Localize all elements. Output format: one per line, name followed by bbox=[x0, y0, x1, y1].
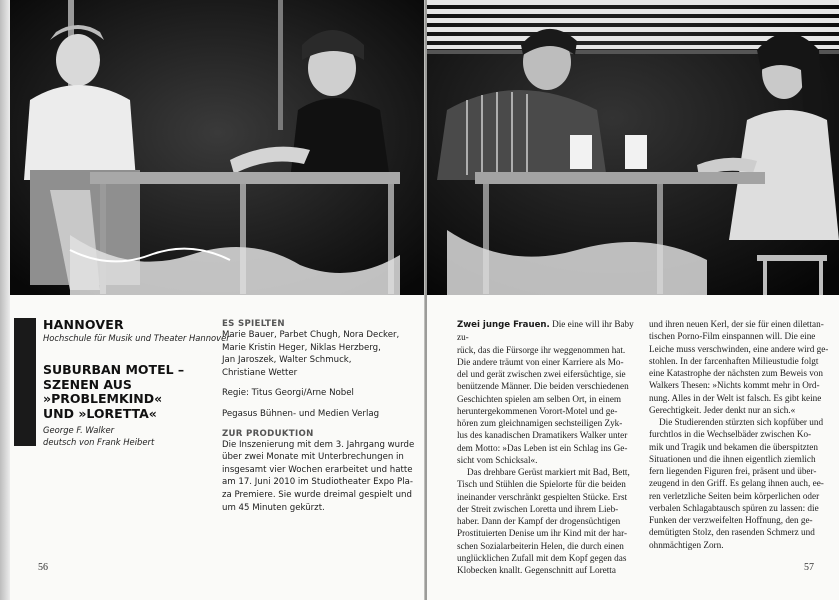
author-credits bbox=[43, 424, 154, 448]
article-line: Leiche muss verschwinden, eine andere wird ge- bbox=[649, 343, 829, 354]
city-heading: HANNOVER bbox=[43, 317, 124, 332]
article-line: tischen Porno-Film einspannen will. Die eine bbox=[649, 331, 816, 342]
article-line: benützende Männer. Die beiden verschiedenen bbox=[457, 381, 629, 392]
production-line: über zwei Monate mit Unterbrechungen in bbox=[222, 452, 404, 463]
translator-credit: deutsch von Frank Heibert bbox=[43, 437, 155, 447]
cast-line: Christiane Wetter bbox=[222, 367, 298, 378]
production-line: am 17. Juni 2010 im Studiotheater Expo Pla- bbox=[222, 477, 413, 488]
production-line: Die Inszenierung mit dem 3. Jahrgang wurde bbox=[222, 439, 415, 450]
production-line: insgesamt vier Wochen erarbeitet und hatte bbox=[222, 464, 413, 475]
article-lead: Zwei junge Frauen. bbox=[457, 320, 550, 330]
production-line: um 45 Minuten gekürzt. bbox=[222, 502, 325, 513]
article-line: mik und Tragik und bekamen die überspitzten bbox=[649, 441, 818, 452]
article-line: heruntergekommenen Vorort-Motel und ge- bbox=[457, 405, 618, 416]
play-title-line: SUBURBAN MOTEL – bbox=[43, 362, 185, 377]
article-line: ren verletzliche Seiten beim körperlichen oder bbox=[649, 490, 820, 501]
article-line: ohnmächtigen Zorn. bbox=[649, 539, 724, 550]
article-line: verbalen Schlagabtausch spüren zu lassen: die bbox=[649, 502, 819, 513]
article-line: Die Studierenden stürzten sich kopfüber und bbox=[659, 417, 824, 427]
stage-photo-right-image bbox=[427, 0, 839, 295]
publisher-credit: Pegasus Bühnen- und Medien Verlag bbox=[222, 408, 380, 419]
article-line: Walkers Thesen: »Nichts kommt mehr in Ord- bbox=[649, 380, 820, 391]
page-number-left: 56 bbox=[38, 562, 48, 573]
stage-photo-left-image bbox=[10, 0, 425, 295]
article-column-2 bbox=[649, 318, 837, 551]
stage-photo-left bbox=[10, 0, 425, 295]
article-line: ineinander verschränkt gespielten Stücke. Erst bbox=[457, 491, 628, 502]
article-line: furchtlos in die Wechselbäder zwischen Ko- bbox=[649, 429, 812, 440]
article-line: zeugend in den Griff. Es gelang ihnen auch, ee- bbox=[649, 478, 824, 489]
play-title-line: UND »LORETTA« bbox=[43, 405, 157, 421]
production-info bbox=[222, 319, 422, 514]
author-name: George F. Walker bbox=[43, 425, 115, 435]
article-line: Gerechtigkeit. Jeder denkt nur an sich.« bbox=[649, 404, 796, 415]
play-title bbox=[43, 363, 223, 421]
direction-credit: Regie: Titus Georgi/Arne Nobel bbox=[222, 388, 354, 399]
article-line: fern liegenden Figuren frei, präsent und über- bbox=[649, 466, 817, 476]
article-line: Klobecken knallt. Gegenschnitt auf Loretta bbox=[457, 565, 616, 575]
right-page bbox=[427, 0, 839, 600]
article-line: Prostituierten Denise um ihr Kind mit der har- bbox=[457, 528, 628, 539]
stage-photo-right bbox=[427, 0, 839, 295]
production-heading: ZUR PRODUKTION bbox=[222, 428, 314, 439]
article-line: nung. Alles in der Welt ist falsch. Es gibt keine bbox=[649, 392, 822, 403]
article-line: rück, das die Fürsorge ihr weggenommen hat. bbox=[457, 344, 626, 355]
cast-line: Marie Bauer, Parbet Chugh, Nora Decker, bbox=[222, 330, 400, 340]
article-line: stohlen. In der farcenhaften Milieustudie folgt bbox=[649, 355, 819, 366]
article-line: lus des kanadischen Dramatikers Walker unter bbox=[457, 430, 628, 441]
section-marker-bar bbox=[14, 318, 36, 446]
page-number-right: 57 bbox=[804, 562, 814, 573]
article-line: Geschichten spielen am selben Ort, in einem bbox=[457, 393, 622, 404]
article-line: schen Sozialarbeiterin Helen, die durch einen bbox=[457, 540, 624, 551]
article-line: Funken der verzweifelten Hoffnung, den ge- bbox=[649, 515, 813, 525]
article-line: hören zum gleichnamigen sechsteiligen Zyk- bbox=[457, 418, 623, 428]
cast-heading: ES SPIELTEN bbox=[222, 319, 285, 329]
article-line: der Streit zwischen Loretta und ihrem Lieb- bbox=[457, 503, 619, 514]
page-edge bbox=[0, 0, 10, 600]
article-line: sicht vom Schicksal«. bbox=[457, 454, 538, 465]
school-name: Hochschule für Musik und Theater Hannover bbox=[43, 333, 230, 343]
article-line: Tisch und Stühlen die Spielorte für die beiden bbox=[457, 479, 626, 490]
play-title-line: SZENEN AUS bbox=[43, 376, 132, 392]
article-line: unglücklichen Zufall mit dem Kopf gegen das bbox=[457, 552, 627, 563]
left-page bbox=[10, 0, 425, 600]
article-column-1 bbox=[457, 318, 647, 576]
article-line: Das drehbare Gerüst markiert mit Bad, Bett, bbox=[467, 467, 630, 477]
article-line: demütigten Stolz, den rasenden Schmerz und bbox=[649, 527, 815, 538]
article-line: haber. Dann der Kampf der drogensüchtigen bbox=[457, 516, 621, 526]
article-line: dem Motto: »Das Leben ist ein Schlag ins Ge- bbox=[457, 442, 628, 453]
article-line: Die andere träumt von einer Karriere als Mo- bbox=[457, 356, 624, 367]
cast-line: Jan Jaroszek, Walter Schmuck, bbox=[222, 355, 352, 366]
article-line: Die eine will ihr Baby zu- bbox=[457, 319, 634, 343]
article-line: Situationen und die ihnen eigentlich ziemlich bbox=[649, 453, 816, 464]
article-line: del und gerät zwischen zwei eifersüchtige, sie bbox=[457, 369, 626, 379]
play-title-line: »PROBLEMKIND« bbox=[43, 391, 163, 406]
article-line: eine Katastrophe der nächsten zum Beweis von bbox=[649, 368, 823, 378]
production-line: za Premiere. Sie wurde dreimal gespielt und bbox=[222, 489, 412, 500]
cast-line: Marie Kristin Heger, Niklas Herzberg, bbox=[222, 342, 381, 353]
article-line: und ihren neuen Kerl, der sie für einen dilettan- bbox=[649, 319, 824, 329]
